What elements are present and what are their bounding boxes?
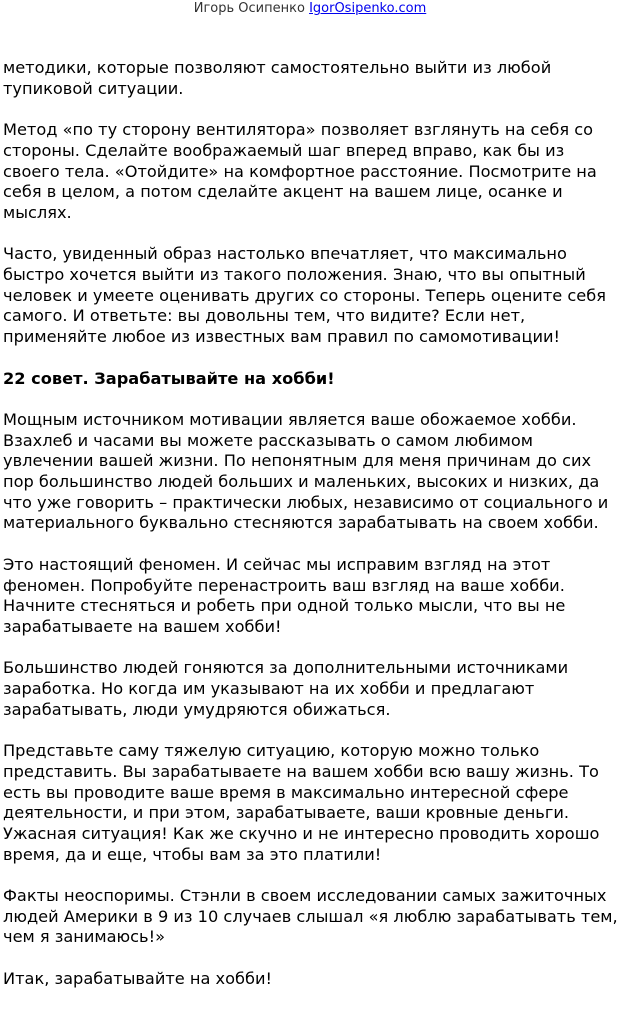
text-line: Это настоящий феномен. И сейчас мы исправим взгляд на этот [3,554,551,574]
text-line: быстро хочется выйти из такого положения. Знаю, что вы опытный [3,265,586,284]
text-line: себя в целом, а потом сделайте акцент на вашем лице, осанке и [3,182,563,202]
text-line: мыслях. [3,202,72,222]
text-line: Большинство людей гоняются за дополнительными источниками [3,658,569,678]
text-line: своего тела. «Отойдите» на комфортное расстояние. Посмотрите на [3,161,597,181]
text-line: время, да и еще, чтобы вам за это платили! [3,844,382,864]
paragraph [3,244,617,348]
text-line: самого. И ответьте: вы довольны тем, что видите? Если нет, [3,306,526,326]
text-line: Часто, увиденный образ настолько впечатляет, что максимально [3,244,567,264]
text-line: материального буквально стесняются зарабатывать на своем хобби. [3,513,599,533]
text-line: Ужасная ситуация! Как же скучно и не интересно проводить хорошо [3,823,600,843]
text-line: стороны. Сделайте воображаемый шаг вперед вправо, как бы из [3,140,565,160]
text-line: зарабатываете на вашем хобби! [3,616,282,636]
text-line: увлечении вашей жизни. По непонятным для меня причинам до сих [3,451,592,471]
paragraph [3,886,617,948]
text-line: применяйте любое из известных вам правил по самомотивации! [3,327,560,347]
text-line: Итак, зарабатывайте на хобби! [3,968,272,988]
header-link[interactable]: IgorOsipenko.com [309,1,427,16]
text-line: Мощным источником мотивации является ваше обожаемое хобби. [3,409,577,429]
paragraph [3,658,617,720]
text-line: Метод «по ту сторону вентилятора» позволяет взглянуть на себя со [3,120,594,140]
text-line: Представьте саму тяжелую ситуацию, которую можно только [3,741,540,761]
paragraph [3,555,617,638]
text-line: есть вы проводите ваше время в максимально интересной сфере [3,782,569,802]
page-header [0,1,620,17]
text-line: Взахлеб и часами вы можете рассказывать о самом любимом [3,430,533,450]
paragraph [3,58,617,99]
paragraph [3,410,617,534]
text-line: деятельности, и при этом, зарабатываете, ваши кровные деньги. [3,803,569,823]
text-line: что уже говорить – практически любых, независимо от социального и [3,492,609,512]
text-line: Факты неоспоримы. Стэнли в своем исследовании самых зажиточных [3,886,607,905]
text-line: феномен. Попробуйте перенастроить ваш взгляд на ваше хобби. [3,575,565,595]
text-line: зарабатывать, люди умудряются обижаться. [3,699,391,719]
text-line: методики, которые позволяют самостоятельно выйти из любой [3,58,552,77]
text-line: чем я занимаюсь!» [3,927,165,947]
paragraph [3,120,617,224]
text-line: Начните стесняться и робеть при одной только мысли, что вы не [3,596,566,616]
text-line: заработка. Но когда им указывают на их хобби и предлагают [3,679,535,698]
text-line: тупиковой ситуации. [3,78,184,98]
text-line: людей Америки в 9 из 10 случаев слышал «я люблю зарабатывать тем, [3,906,618,926]
paragraph [3,969,617,990]
document-body [3,58,617,1010]
text-line: пор большинство людей больших и маленьких, высоких и низких, да [3,472,600,491]
header-author: Игорь Осипенко [193,1,305,16]
section-heading: 22 совет. Зарабатывайте на хобби! [3,368,335,388]
text-line: человек и умеете оценивать других со стороны. Теперь оцените себя [3,285,606,305]
paragraph [3,741,617,865]
text-line: представить. Вы зарабатываете на вашем хобби всю вашу жизнь. То [3,761,599,781]
